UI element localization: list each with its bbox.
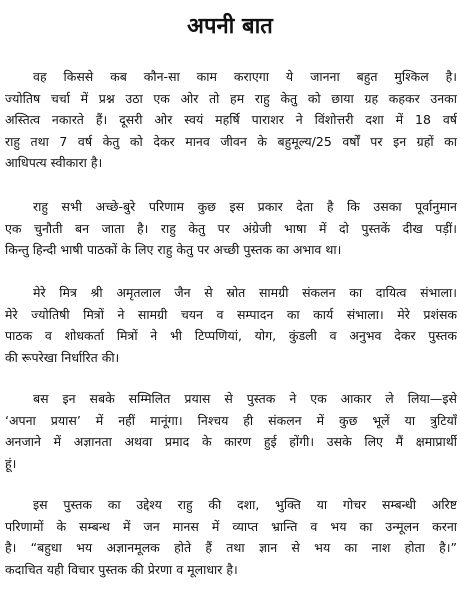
text-line: इस पुस्तक का उद्देश्य राहु की दशा, भुक्ति या गोचर सम्बन्धी अरिष्ट (33, 497, 457, 512)
text-line: ज्योतिष चर्चा में प्रश्न उठा एक ओर तो हम राहु केतु को छाया ग्रह कहकर उनका (5, 90, 457, 106)
text-line: कदाचित यही विचार पुस्तक की प्रेरणा व मूलाधार है। (5, 561, 238, 577)
text-line: आधिपत्य स्वीकारा है। (5, 155, 103, 171)
paragraph-4 (5, 388, 457, 474)
text-line: राहु सभी अच्छे-बुरे परिणाम कुछ इस प्रकार देता है कि उसका पूर्वानुमान (33, 199, 457, 214)
text-line: राहु तथा 7 वर्ष केतु को देकर मानव जीवन के बहुमूल्य/25 वर्षों पर इन ग्रहों का (5, 133, 457, 149)
text-line: एक चुनौती बन जाता है। राहु केतु पर अंग्रेजी भाषा में दो पुस्तकें दीख पड़ीं। (5, 220, 457, 236)
text-line: की रूपरेखा निर्धारित की। (5, 349, 120, 365)
text-line: हूं। (5, 455, 17, 471)
text-line: अस्तित्व नकारते हैं। दूसरी ओर स्वयं महर्षि पाराशर ने विंशोत्तरी दशा में 18 वर्ष (5, 112, 457, 128)
text-line: परिणामों के सम्बन्ध में जन मानस में व्याप्त भ्रान्ति व भय का उन्मूलन करना (5, 518, 457, 534)
text-line: मेरे मित्र श्री अमृतलाल जैन से स्रोत सामग्री संकलन का दायित्व संभाला। (33, 285, 457, 300)
text-line: किन्तु हिन्दी भाषी पाठकों के लिए राहु केतु पर अच्छी पुस्तक का अभाव था। (5, 242, 342, 258)
paragraph-5 (5, 494, 457, 580)
paragraph-1 (5, 66, 457, 174)
text-line: बस इन सबके सम्मिलित प्रयास से पुस्तक ने एक आकार ले लिया—इसे (33, 391, 457, 406)
text-line: अनजाने में अज्ञानता अथवा प्रमाद के कारण हुई होंगी। उसके लिए मैं क्षमाप्रार्थी (5, 434, 457, 450)
text-line: पाठक व शोधकर्ता मित्रों ने भी टिप्पणियां, योग, कुंडली व अनुभव देकर पुस्तक (5, 328, 457, 344)
text-line: वह किससे कब कौन-सा काम कराएगा ये जानना बहुत मुश्किल है। (33, 69, 457, 84)
text-line: मेरे ज्योतिषी मित्रों ने सामग्री चयन व सम्पादन का कार्य संभाला। मेरे प्रशंसक (5, 306, 457, 322)
text-line: ‘अपना प्रयास’ में नहीं मानूंगा। निश्चय ही संकलन में कुछ भूलें या त्रुटियाँ (5, 412, 457, 428)
text-line: है। “बहुधा भय अज्ञानमूलक होते हैं तथा ज्ञान से भय का नाश होता है।” (5, 540, 457, 556)
paragraph-2 (5, 196, 457, 261)
page-title: अपनी बात (187, 14, 273, 39)
paragraph-3 (5, 282, 457, 368)
